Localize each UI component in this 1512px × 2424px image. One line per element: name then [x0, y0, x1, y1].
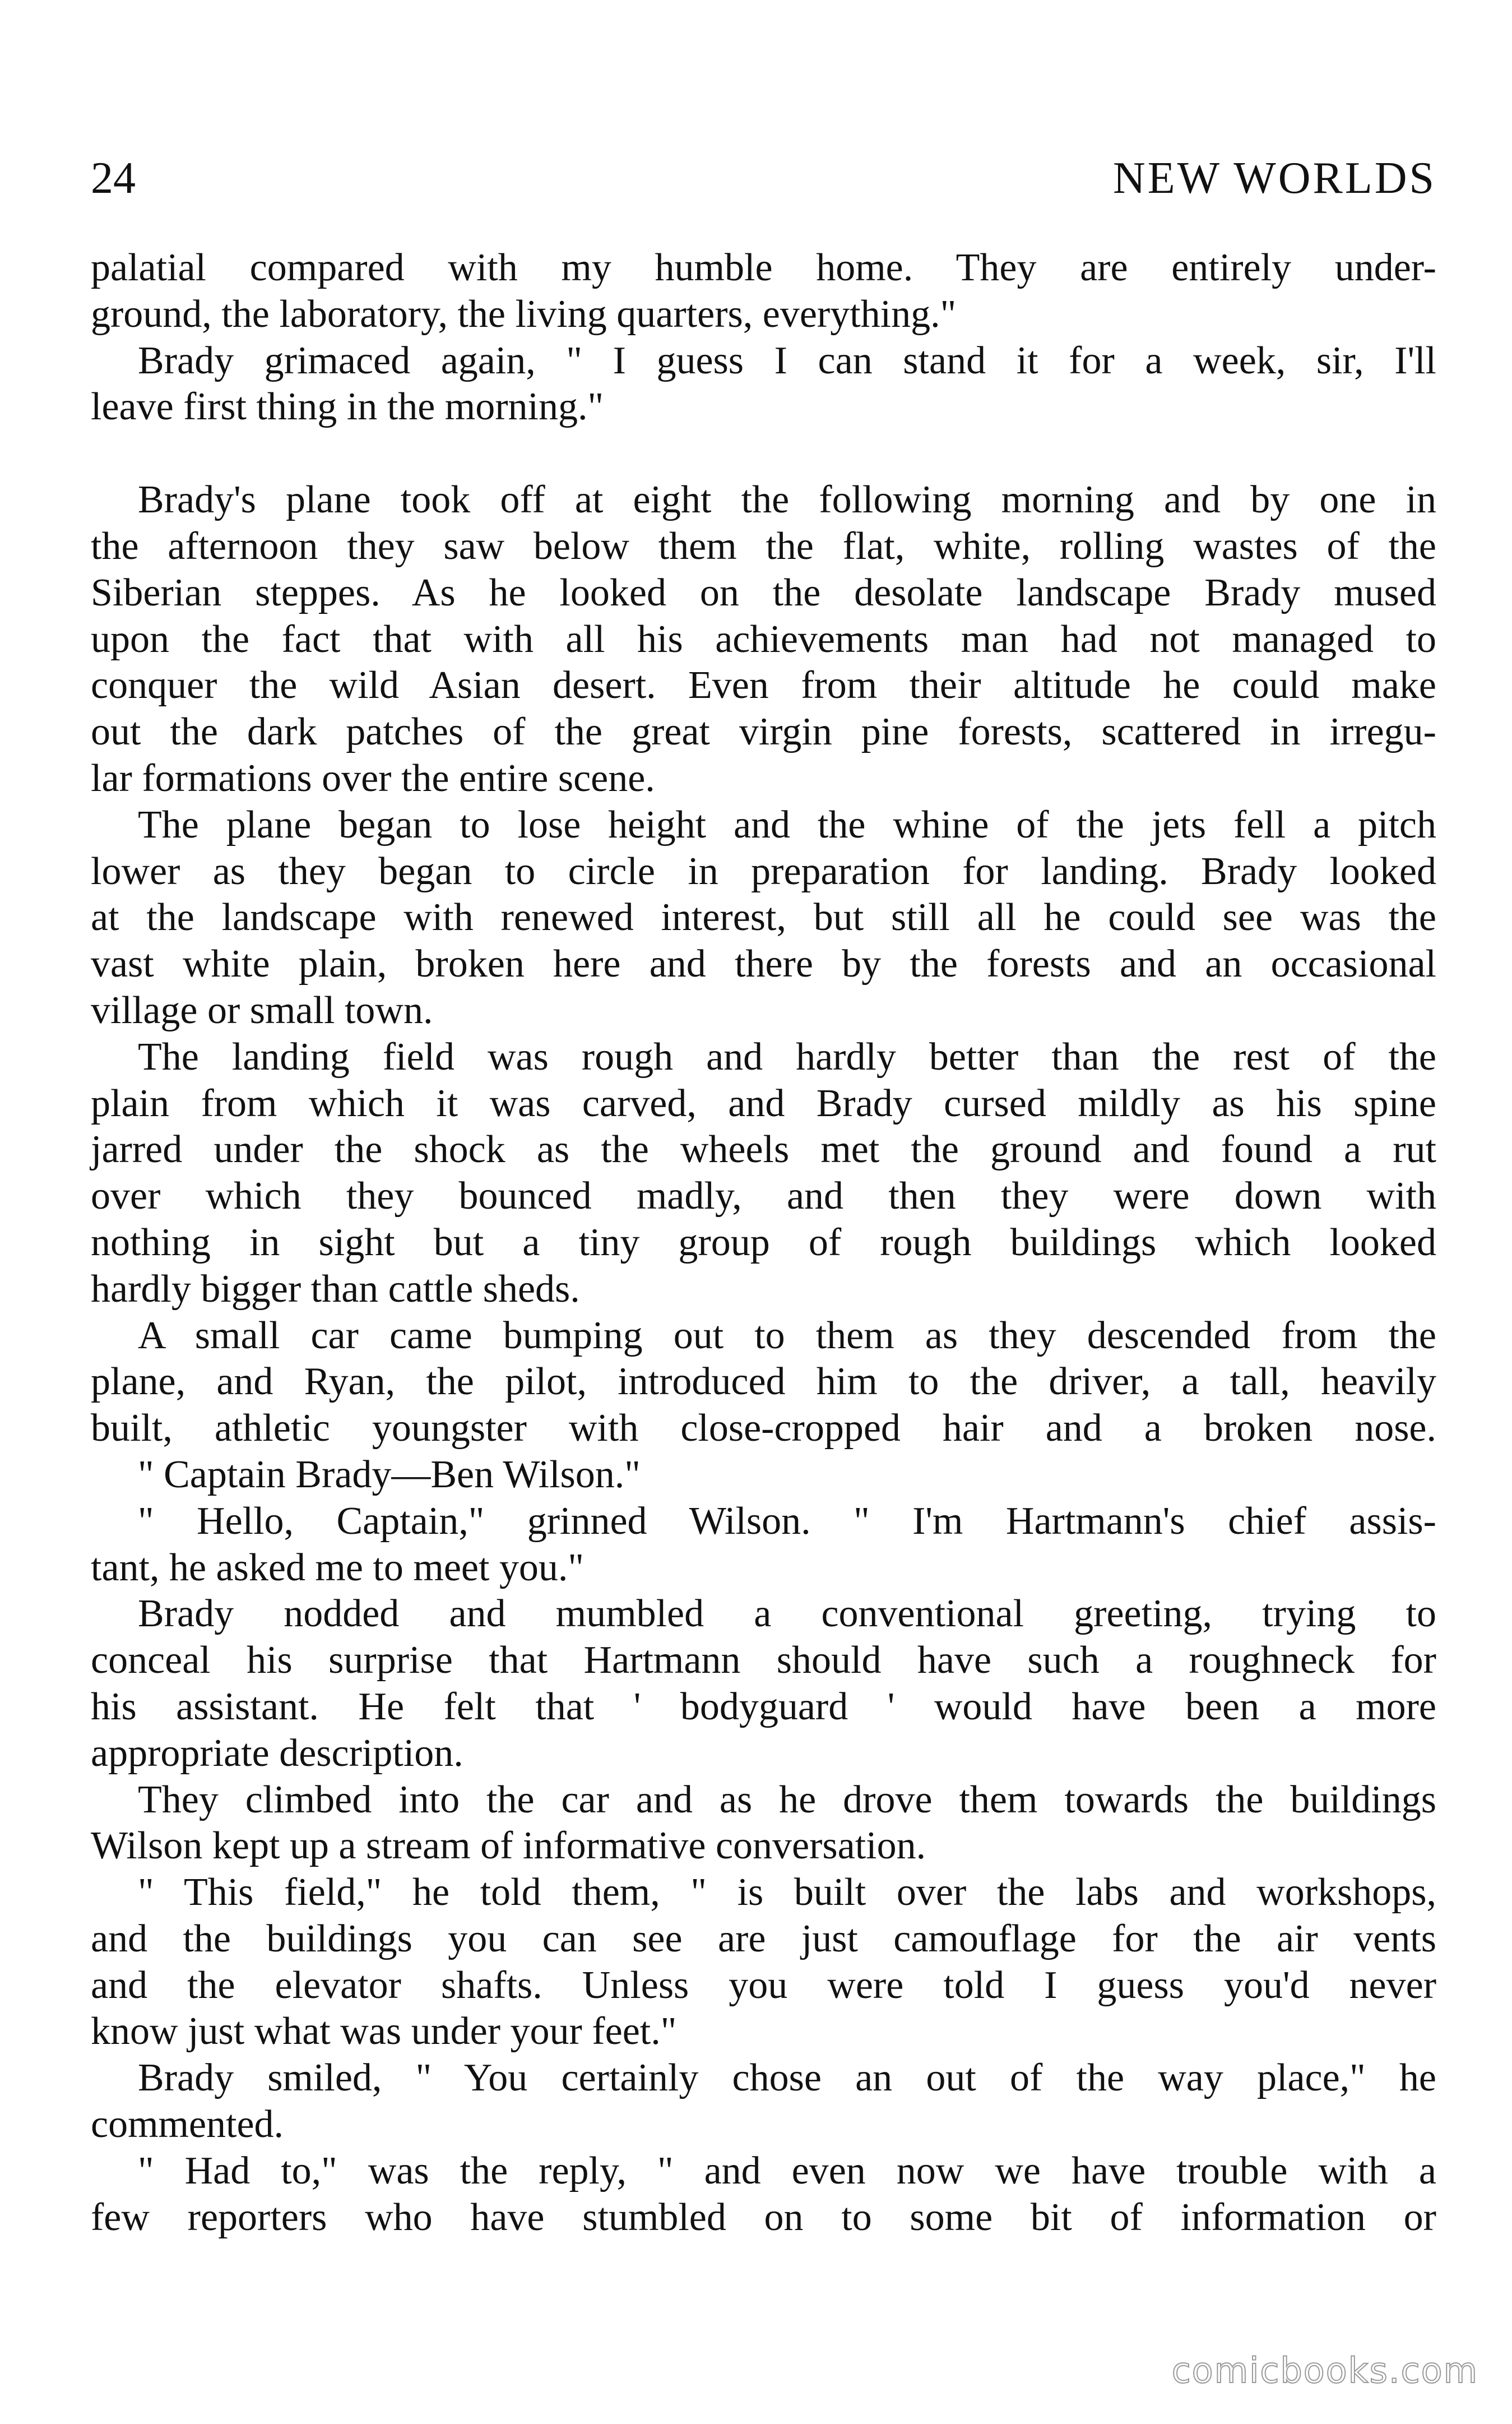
page-header — [91, 150, 1436, 206]
text-line: " Had to," was the reply, " and even now we have trouble with a — [138, 2149, 1436, 2192]
text-line: " Hello, Captain," grinned Wilson. " I'm Hartmann's chief assis- — [138, 1499, 1436, 1543]
text-line: Brady's plane took off at eight the following morning and by one in — [138, 478, 1436, 522]
text-line: and the buildings you can see are just camouflage for the air vents — [91, 1917, 1436, 1960]
text-line: The plane began to lose height and the whine of the jets fell a pitch — [138, 803, 1436, 846]
text-line: village or small town. — [91, 988, 433, 1032]
text-line: know just what was under your feet." — [91, 2010, 677, 2053]
text-line: A small car came bumping out to them as they descended from the — [138, 1313, 1436, 1357]
text-line: jarred under the shock as the wheels met the ground and found a rut — [91, 1128, 1436, 1172]
body-text — [91, 245, 1436, 2241]
text-line: The landing field was rough and hardly better than the rest of the — [138, 1035, 1436, 1079]
text-line: at the landscape with renewed interest, but still all he could see was the — [91, 896, 1436, 940]
text-line: lar formations over the entire scene. — [91, 756, 655, 800]
text-line: nothing in sight but a tiny group of rough buildings which looked — [91, 1220, 1436, 1264]
watermark: comicbooks.com — [1171, 2350, 1478, 2391]
text-line: palatial compared with my humble home. They are entirely under- — [91, 246, 1436, 289]
text-line: Wilson kept up a stream of informative conversation. — [91, 1824, 926, 1868]
text-line: conquer the wild Asian desert. Even from their altitude he could make — [91, 664, 1436, 707]
text-line: They climbed into the car and as he drove them towards the buildings — [138, 1778, 1436, 1821]
text-line: " This field," he told them, " is built over the labs and workshops, — [138, 1871, 1436, 1914]
text-line: appropriate description. — [91, 1731, 463, 1775]
page-number: 24 — [91, 154, 136, 203]
text-line: vast white plain, broken here and there by the forests and an occasional — [91, 942, 1436, 986]
text-line: Siberian steppes. As he looked on the desolate landscape Brady mused — [91, 571, 1436, 614]
text-line: upon the fact that with all his achievements man had not managed to — [91, 617, 1436, 661]
text-line: hardly bigger than cattle sheds. — [91, 1267, 580, 1311]
text-line: his assistant. He felt that ' bodyguard ' would have been a more — [91, 1685, 1436, 1728]
text-line: tant, he asked me to meet you." — [91, 1546, 584, 1589]
text-line: conceal his surprise that Hartmann should have such a roughneck for — [91, 1639, 1436, 1682]
text-line: built, athletic youngster with close-cropped hair and a broken nose. — [91, 1407, 1436, 1450]
text-line: commented. — [91, 2103, 284, 2147]
text-line: Brady nodded and mumbled a conventional greeting, trying to — [138, 1592, 1436, 1636]
paragraph-gap — [91, 431, 1436, 477]
text-line: plane, and Ryan, the pilot, introduced him to the driver, a tall, heavily — [91, 1360, 1436, 1404]
text-line: the afternoon they saw below them the flat, white, rolling wastes of the — [91, 524, 1436, 568]
text-line: Brady grimaced again, " I guess I can stand it for a week, sir, I'll — [138, 339, 1436, 382]
text-line: ground, the laboratory, the living quarters, everything." — [91, 292, 957, 336]
text-line: few reporters who have stumbled on to some bit of information or — [91, 2195, 1436, 2239]
text-line: plain from which it was carved, and Brady cursed mildly as his spine — [91, 1081, 1436, 1125]
text-line: over which they bounced madly, and then they were down with — [91, 1174, 1436, 1218]
text-line: " Captain Brady—Ben Wilson." — [138, 1452, 641, 1496]
text-line: leave first thing in the morning." — [91, 385, 604, 429]
text-line: and the elevator shafts. Unless you were told I guess you'd never — [91, 1963, 1436, 2007]
text-line: out the dark patches of the great virgin pine forests, scattered in irregu- — [91, 710, 1436, 754]
running-title: NEW WORLDS — [1112, 154, 1436, 203]
text-line: lower as they began to circle in preparation for landing. Brady looked — [91, 849, 1436, 893]
text-line: Brady smiled, " You certainly chose an out of the way place," he — [138, 2056, 1436, 2100]
